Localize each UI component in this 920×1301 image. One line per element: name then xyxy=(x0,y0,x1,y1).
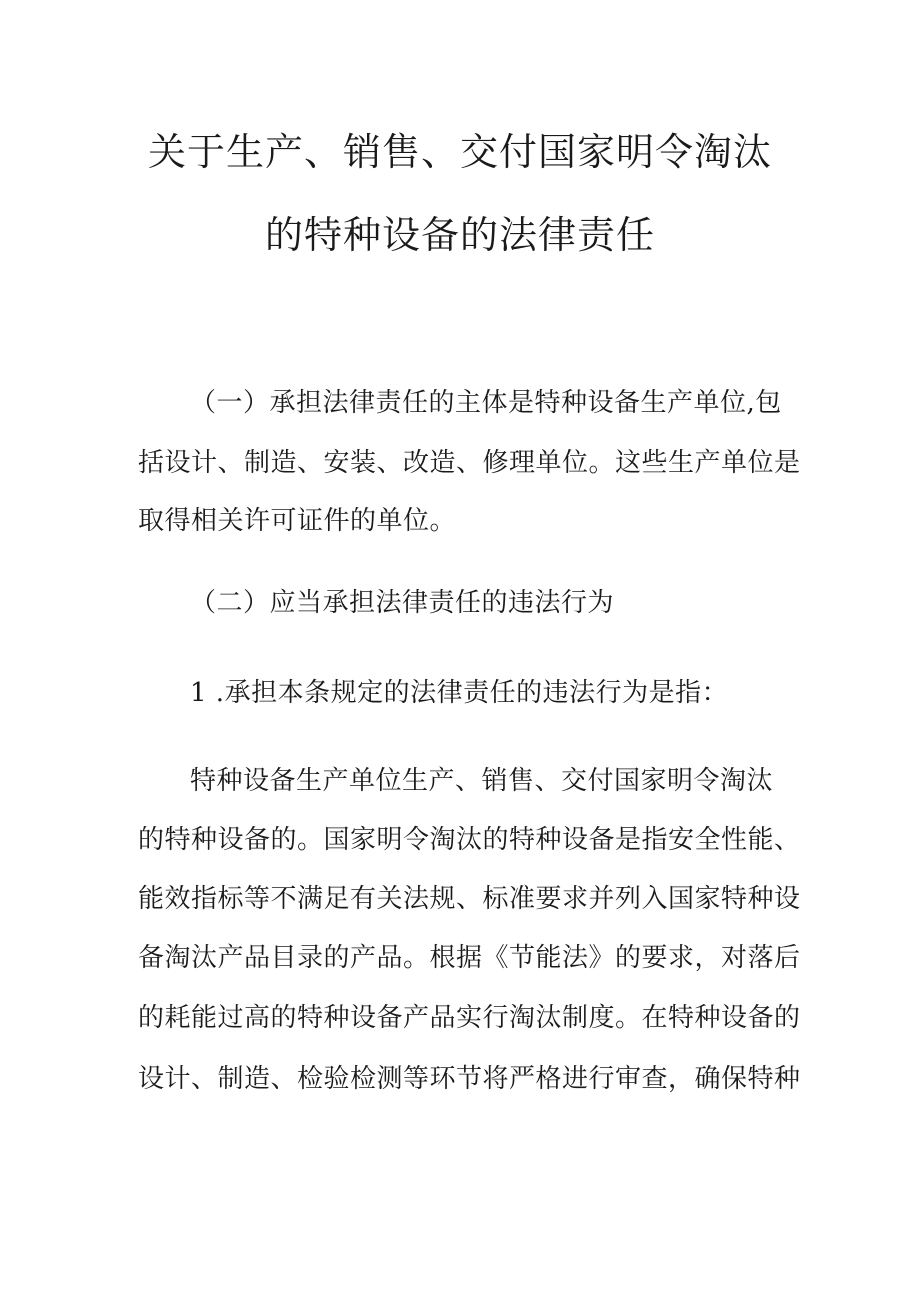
document-title-line-1: 关于生产、销售、交付国家明令淘汰 xyxy=(147,130,772,174)
paragraph-1-line-1: （一）承担法律责任的主体是特种设备生产单位,包 xyxy=(190,388,782,418)
paragraph-4-line-5: 的耗能过高的特种设备产品实行淘汰制度。在特种设备的 xyxy=(138,1003,801,1033)
paragraph-1-line-3: 取得相关许可证件的单位。 xyxy=(138,506,457,536)
paragraph-1-line-2: 括设计、制造、安装、改造、修理单位。这些生产单位是 xyxy=(138,448,801,478)
paragraph-4-line-6: 设计、制造、检验检测等环节将严格进行审查，确保特种 xyxy=(138,1064,801,1094)
paragraph-4-line-3: 能效指标等不满足有关法规、标准要求并列入国家特种设 xyxy=(138,884,801,914)
document-title-line-2: 的特种设备的法律责任 xyxy=(264,213,655,257)
paragraph-3-item: 1 .承担本条规定的法律责任的违法行为是指： xyxy=(190,678,729,708)
paragraph-4-line-4: 备淘汰产品目录的产品。根据《节能法》的要求，对落后 xyxy=(138,943,801,973)
paragraph-4-line-2: 的特种设备的。国家明令淘汰的特种设备是指安全性能、 xyxy=(138,825,801,855)
paragraph-4-line-1: 特种设备生产单位生产、销售、交付国家明令淘汰 xyxy=(190,766,774,796)
paragraph-2-heading: （二）应当承担法律责任的违法行为 xyxy=(190,588,615,618)
